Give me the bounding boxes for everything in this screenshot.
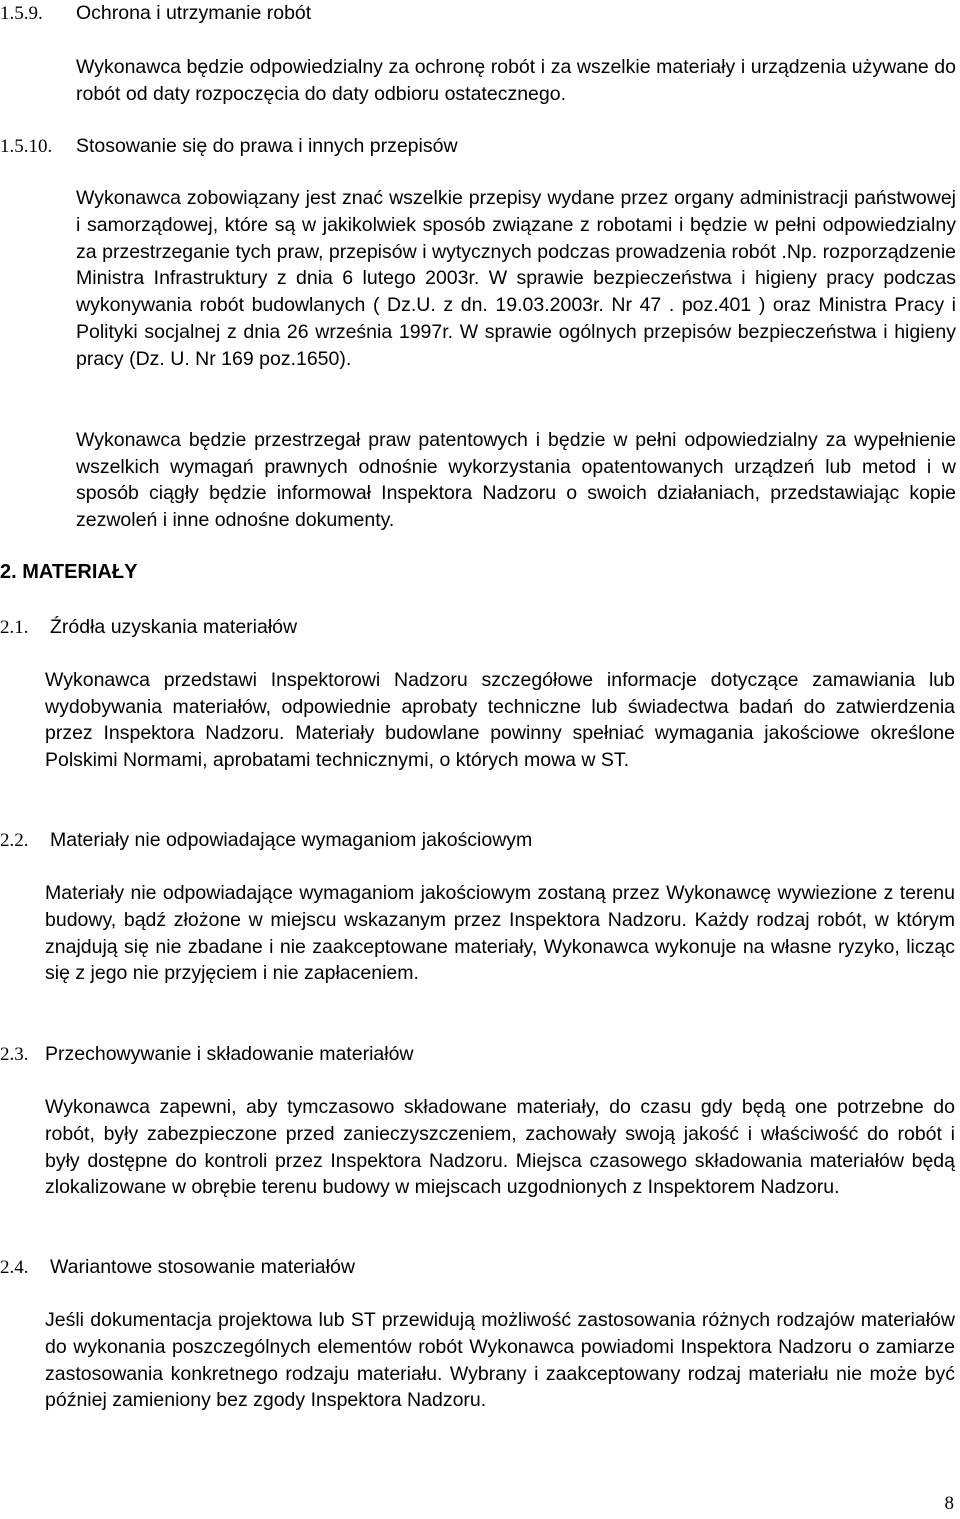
page-number: 8 (944, 1493, 954, 1514)
section-title: Ochrona i utrzymanie robót (76, 2, 312, 24)
section-number: 2.4. (0, 1257, 29, 1278)
section-heading-2-2 (0, 828, 532, 853)
section-number: 1.5.10. (0, 136, 53, 157)
paragraph: Wykonawca będzie odpowiedzialny za ochronę robót i za wszelkie materiały i urządzenia używane do robót od daty rozpoczęcia do daty odbioru ostatecznego. (76, 56, 956, 105)
section-number: 2.3. (0, 1044, 29, 1065)
paragraph: Jeśli dokumentacja projektowa lub ST przewidują możliwość zastosowania różnych rodzajów materiałów do wykonania poszczególnych elementów robót Wykonawca powiadomi Inspektora Nadzoru o zamiarze zastosowania konkretnego rodzaju materiału. Wybrany i zaakceptowany rodzaj materiału nie może być później zamieniony bez zgody Inspektora Nadzoru. (45, 1309, 955, 1412)
section-number: 2.2. (0, 830, 29, 851)
section-title: Materiały nie odpowiadające wymaganiom jakościowym (50, 829, 533, 851)
section-heading-2-3 (0, 1042, 414, 1067)
section-number: 1.5.9. (0, 3, 43, 24)
paragraph: Wykonawca będzie przestrzegał praw patentowych i będzie w pełni odpowiedzialny za wypełnienie wszelkich wymagań prawnych odnośnie wykorzystania opatentowanych urządzeń lub metod i w sposób ciągły będzie informował Inspektora Nadzoru o swoich działaniach, przedstawiając kopie zezwoleń i inne odnośne dokumenty. (76, 429, 956, 531)
section-title: Stosowanie się do prawa i innych przepisów (76, 135, 458, 157)
section-title: Przechowywanie i składowanie materiałów (45, 1043, 414, 1065)
section-heading-1-5-9 (0, 1, 311, 26)
paragraph: Wykonawca przedstawi Inspektorowi Nadzoru szczegółowe informacje dotyczące zamawiania lub wydobywania materiałów, odpowiednie aprobaty techniczne lub świadectwa badań do zatwierdzenia przez Inspektora Nadzoru. Materiały budowlane powinny spełniać wymagania jakościowe określone Polskimi Normami, aprobatami technicznymi, o których mowa w ST. (45, 669, 955, 771)
section-number: 2.1. (0, 617, 29, 638)
paragraph: Wykonawca zobowiązany jest znać wszelkie przepisy wydane przez organy administracji państwowej i samorządowej, które są w jakikolwiek sposób związane z robotami i będzie w pełni odpowiedzialny za przestrzeganie tych praw, przepisów i wytycznych podczas prowadzenia robót .Np. rozporządzenie Ministra Infrastruktury z dnia 6 lutego 2003r. W sprawie bezpieczeństwa i higieny pracy podczas wykonywania robót budowlanych ( Dz.U. z dn. 19.03.2003r. Nr 47 . poz.401 ) oraz Ministra Pracy i Polityki socjalnej z dnia 26 września 1997r. W sprawie ogólnych przepisów bezpieczeństwa i higieny pracy (Dz. U. Nr 169 poz.1650). (76, 187, 956, 370)
section-heading-2-1 (0, 615, 297, 640)
section-heading-1-5-10 (0, 134, 458, 159)
section-title: Źródła uzyskania materiałów (50, 616, 298, 638)
paragraph: Materiały nie odpowiadające wymaganiom jakościowym zostaną przez Wykonawcę wywiezione z terenu budowy, bądź złożone w miejscu wskazanym przez Inspektora Nadzoru. Każdy rodzaj robót, w którym znajdują się nie zbadane i nie zaakceptowane materiały, Wykonawca wykonuje na własne ryzyko, licząc się z jego nie przyjęciem i nie zapłaceniem. (45, 882, 955, 985)
section-title: Wariantowe stosowanie materiałów (50, 1256, 355, 1278)
paragraph: Wykonawca zapewni, aby tymczasowo składowane materiały, do czasu gdy będą one potrzebne do robót, były zabezpieczone przed zanieczyszczeniem, zachowały swoją jakość i właściwość do robót i były dostępne do kontroli przez Inspektora Nadzoru. Miejsca czasowego składowania materiałów będą zlokalizowane w obrębie terenu budowy w miejscach uzgodnionych z Inspektorem Nadzoru. (45, 1096, 955, 1199)
section-heading-2-4 (0, 1255, 355, 1280)
chapter-heading: 2. MATERIAŁY (0, 561, 138, 583)
